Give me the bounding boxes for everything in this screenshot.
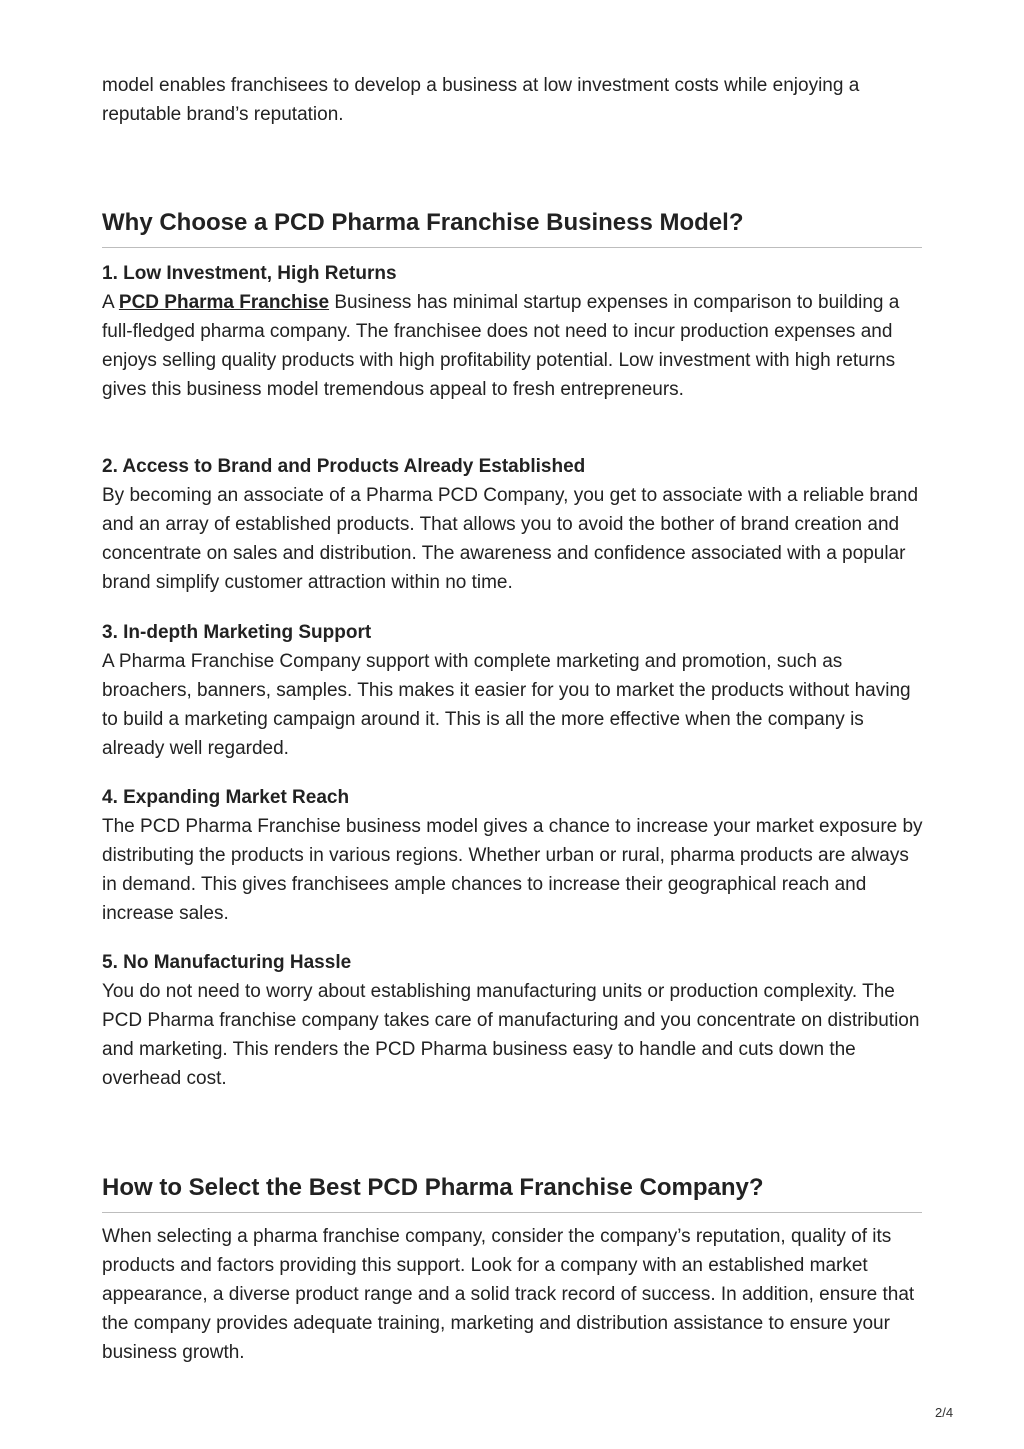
- reason-body-4: The PCD Pharma Franchise business model gives a chance to increase your market exposure by distributing the products in various regions. Whether urban or rural, pharma products are always in demand. This gives franchisees ample chances to increase their geographical reach and increase sales.: [102, 816, 923, 924]
- reason-item-1: [102, 259, 924, 404]
- reason-body-2: By becoming an associate of a Pharma PCD Company, you get to associate with a reliable brand and an array of established products. That allows you to avoid the bother of brand creation and concentrate on sales and distribution. The awareness and confidence associated with a popular brand simplify customer attraction within no time.: [102, 485, 919, 593]
- reason-title-5: 5. No Manufacturing Hassle: [102, 952, 352, 973]
- reason-body-5: You do not need to worry about establishing manufacturing units or production complexity. The PCD Pharma franchise company takes care of manufacturing and you concentrate on distribution and marketing. This renders the PCD Pharma business easy to handle and cuts down the overhead cost.: [102, 981, 920, 1089]
- reason-body-3: A Pharma Franchise Company support with complete marketing and promotion, such as broachers, banners, samples. This makes it easier for you to market the products without having to build a marketing campaign around it. This is all the more effective when the company is already well regarded.: [102, 651, 911, 759]
- pcd-pharma-franchise-link[interactable]: PCD Pharma Franchise: [118, 292, 330, 313]
- reason-title-3: 3. In-depth Marketing Support: [102, 622, 372, 643]
- reason-item-2: [102, 452, 924, 597]
- reason-body-1-text: Business has minimal startup expenses in comparison to building a full-fledged pharma company. The franchisee does not need to incur production expenses and enjoys selling quality products with high profitability potential. Low investment with high returns gives this business model tremendous appeal to fresh entrepreneurs.: [102, 292, 900, 400]
- intro-paragraph: model enables franchisees to develop a business at low investment costs while enjoying a reputable brand’s reputation.: [102, 75, 860, 125]
- reason-item-3: [102, 618, 924, 763]
- reason-title-2: 2. Access to Brand and Products Already Established: [102, 456, 586, 477]
- page-number: 2/4: [935, 1405, 954, 1420]
- reason-title-4: 4. Expanding Market Reach: [102, 787, 350, 808]
- reason-body-1-prefix: A: [102, 292, 119, 313]
- section-heading-why-choose: Why Choose a PCD Pharma Franchise Business Model?: [102, 208, 922, 248]
- reason-item-4: [102, 783, 924, 928]
- reason-item-5: [102, 948, 924, 1093]
- reason-title-1: 1. Low Investment, High Returns: [102, 263, 397, 284]
- reason-body-1: [102, 288, 924, 404]
- section-heading-how-to-select: How to Select the Best PCD Pharma Franchise Company?: [102, 1173, 922, 1213]
- selection-paragraph: When selecting a pharma franchise company, consider the company’s reputation, quality of its products and factors providing this support. Look for a company with an established market appearance, a diverse product range and a solid track record of success. In addition, ensure that the company provides adequate training, marketing and distribution assistance to ensure your business growth.: [102, 1226, 915, 1363]
